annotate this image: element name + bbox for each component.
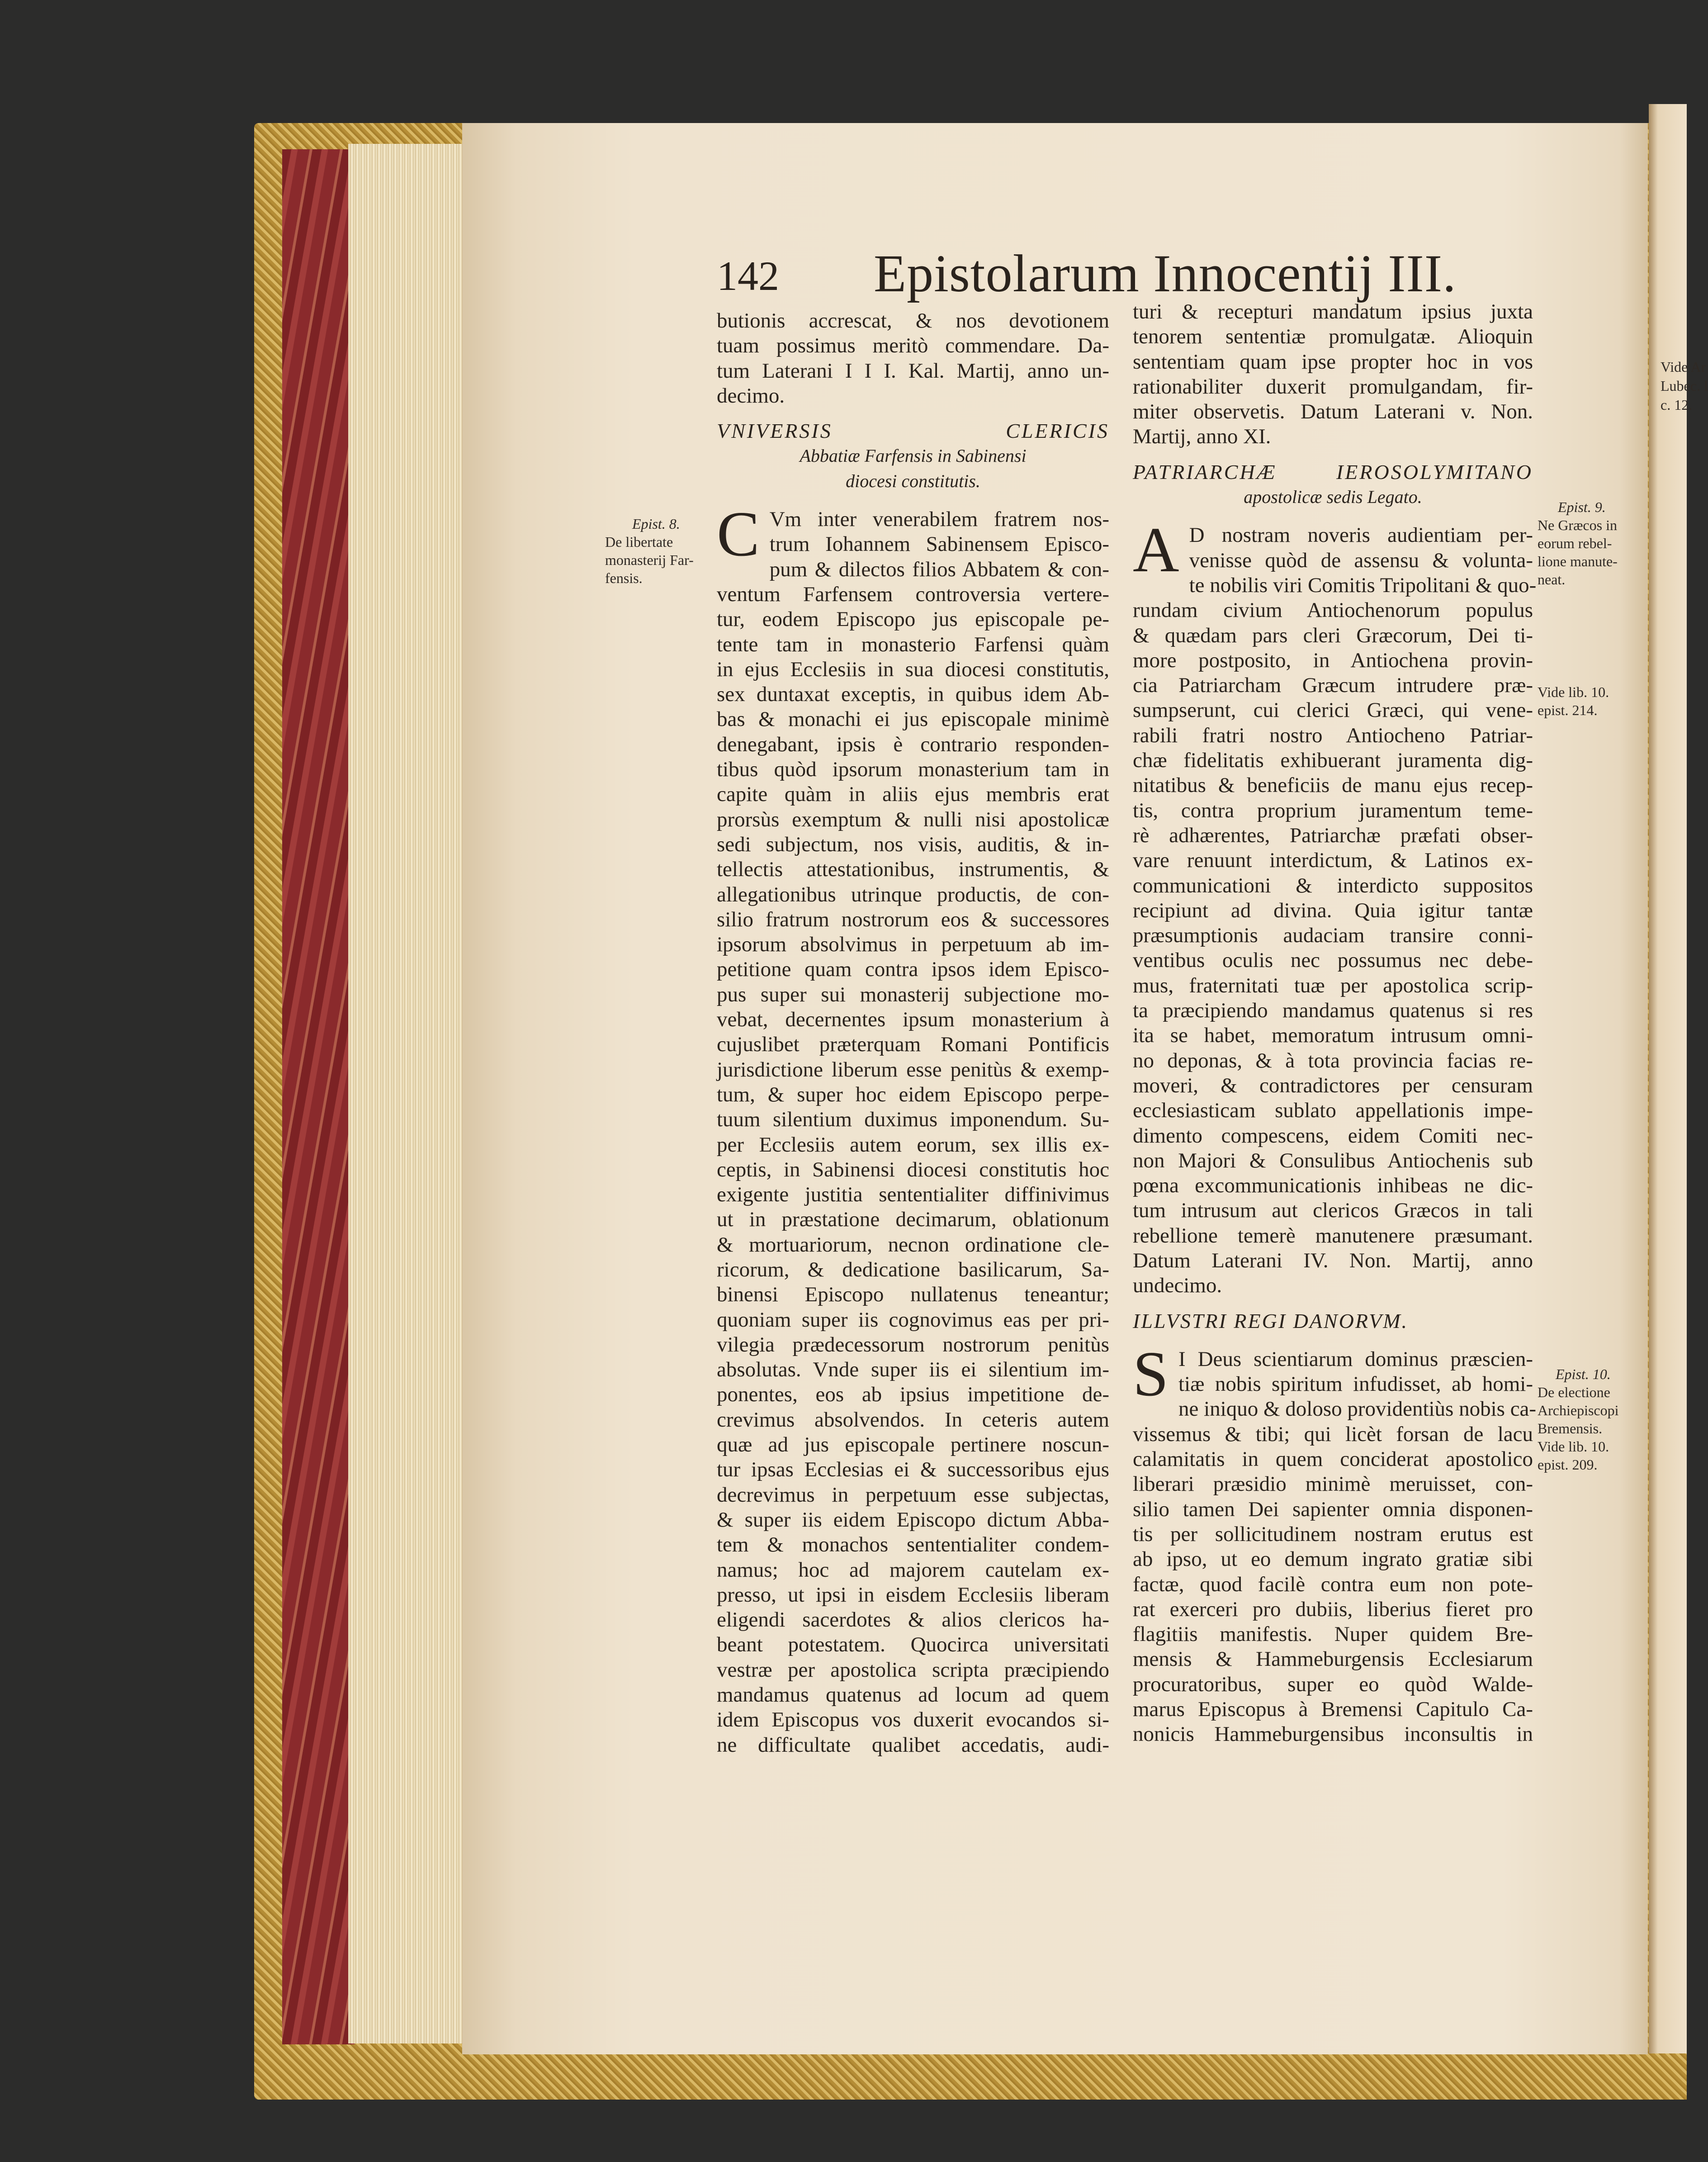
text-line: denegabant, ipsis è contrario responden- <box>717 732 1109 756</box>
running-title: Epistolarum Innocentij III. <box>874 244 1457 303</box>
text-line: Datum Laterani IV. Non. Martij, anno <box>1133 1248 1533 1272</box>
text-line: rundam civium Antiochenorum populus <box>1133 598 1533 622</box>
note-line: eorum rebel- <box>1538 535 1612 551</box>
letter-subheading: Abbatiæ Farfensis in Sabinensi <box>800 446 1027 466</box>
text-line: rat exerceri pro dubiis, liberius fieret pro <box>1133 1597 1533 1621</box>
text-line: tum intrusum aut clericos Græcos in tali <box>1133 1199 1533 1223</box>
note-line: Bremensis. <box>1538 1420 1603 1437</box>
text-line: rabili fratri nostro Antiocheno Patriar- <box>1133 723 1533 747</box>
note-line: lione manute- <box>1538 553 1618 569</box>
text-line: tellectis attestationibus, instrumentis, & <box>717 858 1109 882</box>
text-line: sumpserunt, cui clerici Græci, qui vene- <box>1133 698 1533 722</box>
fragment-line: Vide Ar <box>1661 359 1706 375</box>
text-line: calamitatis in quem conciderat apostolico <box>1133 1447 1533 1471</box>
text-line: per Ecclesiis autem eorum, sex illis ex- <box>717 1133 1109 1157</box>
text-line: tiæ nobis spiritum infudisset, ab homi- <box>1178 1372 1533 1396</box>
letter-heading: ILLVSTRI REGI DANORVM. <box>1133 1309 1409 1332</box>
text-line: ab ipso, ut eo demum ingrato gratiæ sibi <box>1133 1547 1533 1571</box>
text-line: ponentes, eos ab ipsius impetitione de- <box>717 1383 1109 1407</box>
text-line: tur ipsas Ecclesias ei & successoribus ejus <box>717 1458 1109 1482</box>
text-line: tis, contra proprium juramentum teme- <box>1133 798 1533 822</box>
text-line: tem & monachos sententialiter condem- <box>717 1533 1109 1557</box>
fragment-line: Lubec. l <box>1661 378 1708 394</box>
text-line: vissemus & tibi; qui licèt forsan de lacu <box>1133 1422 1533 1446</box>
text-line: prorsùs exemptum & nulli nisi apostolicæ <box>717 807 1109 831</box>
text-line: moveri, & contradictores per censuram <box>1133 1073 1533 1097</box>
text-line: tente tam in monasterio Farfensi quàm <box>717 632 1109 656</box>
text-line: ventibus oculis nec possumus nec debe- <box>1133 948 1533 972</box>
text-line: ta præcipiendo mandamus quatenus si res <box>1133 999 1533 1023</box>
text-line: ricorum, & dedicatione basilicarum, Sa- <box>717 1257 1109 1281</box>
margin-note-right-3 <box>1538 1365 1619 1474</box>
text-line: eligendi sacerdotes & alios clericos ha- <box>717 1608 1109 1632</box>
text-line: vilegia prædecessorum nostrorum penitùs <box>717 1332 1109 1356</box>
note-line: Ne Græcos in <box>1538 517 1617 533</box>
text-line: nonicis Hammeburgensibus inconsultis in <box>1133 1722 1533 1746</box>
text-line: petitione quam contra ipsos idem Episco- <box>717 958 1109 981</box>
letter-heading: VNIVERSIS CLERICIS <box>717 419 1109 443</box>
text-line: ne difficultate qualibet accedatis, audi- <box>717 1733 1109 1757</box>
text-line: capite quàm in aliis ejus membris erat <box>717 782 1109 806</box>
note-line: Archiepiscopi <box>1538 1402 1619 1418</box>
text-line: rè adhærentes, Patriarchæ præfati obser- <box>1133 823 1533 847</box>
facing-page-note-fragment <box>1661 357 1708 414</box>
text-line: non Majori & Consulibus Antiochenis sub <box>1133 1148 1533 1172</box>
text-line: Martij, anno XI. <box>1133 425 1271 449</box>
text-line: ceptis, in Sabinensi diocesi constitutis hoc <box>717 1157 1109 1181</box>
text-line: marus Episcopus à Bremensi Capitulo Ca- <box>1133 1697 1533 1721</box>
text-line: D nostram noveris audientiam per- <box>1189 523 1533 547</box>
text-line: pum & dilectos filios Abbatem & con- <box>769 557 1109 581</box>
text-line: mensis & Hammeburgensis Ecclesiarum <box>1133 1647 1533 1671</box>
text-line: turi & recepturi mandatum ipsius juxta <box>1133 300 1533 323</box>
drop-cap-initial: S <box>1133 1337 1169 1409</box>
text-line: undecimo. <box>1133 1274 1222 1298</box>
text-line: tenorem sententiæ promulgatæ. Alioquin <box>1133 325 1533 349</box>
text-line: decrevimus in perpetuum esse subjectas, <box>717 1483 1109 1507</box>
drop-cap-initial: A <box>1133 514 1179 586</box>
text-line: more postposito, in Antiochena provin- <box>1133 648 1533 672</box>
note-line: Epist. 8. <box>632 516 680 532</box>
note-line: epist. 209. <box>1538 1456 1598 1473</box>
text-line: silio tamen Dei sapienter omnia disponen- <box>1133 1497 1533 1521</box>
text-line: nitatibus & beneficiis de manu ejus recep- <box>1133 773 1533 797</box>
text-line: ita se habet, memoratum intrusum omni- <box>1133 1024 1533 1048</box>
text-line: presso, ut ipsi in eisdem Ecclesiis liberam <box>717 1583 1109 1607</box>
text-line: sententiam quam ipse propter hoc in vos <box>1133 350 1533 374</box>
text-line: trum Iohannem Sabinensem Episco- <box>769 532 1109 556</box>
text-line: & super iis eidem Episcopo dictum Abba- <box>717 1508 1109 1531</box>
text-line: cujuslibet præterquam Romani Pontificis <box>717 1033 1109 1057</box>
text-line: exigente justitia sententialiter diffinivimus <box>717 1183 1109 1207</box>
note-line: fensis. <box>605 570 643 586</box>
text-line: tuum silentium duximus imponendum. Su- <box>717 1108 1109 1132</box>
text-line: tuam possimus meritò commendare. Da- <box>717 334 1109 358</box>
text-line: factæ, quod facilè contra eum non pote- <box>1133 1572 1533 1596</box>
text-line: in ejus Ecclesiis in sua diocesi constitutis, <box>717 657 1109 681</box>
letter-subheading: diocesi constitutis. <box>846 470 980 491</box>
text-line: mandamus quatenus ad locum ad quem <box>717 1683 1109 1707</box>
text-line: liberari præsidio minimè meruisset, con- <box>1133 1472 1533 1496</box>
text-line: allegationibus utrinque productis, de con- <box>717 882 1109 906</box>
text-line: butionis accrescat, & nos devotionem <box>717 309 1109 332</box>
marbled-endpaper <box>282 149 355 2044</box>
drop-cap-initial: C <box>717 498 760 570</box>
letter-subheading: apostolicæ sedis Legato. <box>1244 487 1422 507</box>
text-line: procuratoribus, super eo quòd Walde- <box>1133 1672 1533 1696</box>
text-line: crevimus absolvendos. In ceteris autem <box>717 1408 1109 1432</box>
text-line: dimento compescens, eidem Comiti nec- <box>1133 1124 1533 1147</box>
text-line: tum, & super hoc eidem Episcopo perpe- <box>717 1082 1109 1106</box>
text-line: & mortuariorum, necnon ordinatione cle- <box>717 1233 1109 1256</box>
text-line: venisse quòd de assensu & volunta- <box>1189 548 1533 572</box>
text-line: te nobilis viri Comitis Tripolitani & quo- <box>1189 573 1537 597</box>
margin-note-left <box>605 515 694 587</box>
text-line: pus super sui monasterij subjectione mo- <box>717 982 1109 1006</box>
text-line: chæ fidelitatis exhibuerant juramenta dig- <box>1133 749 1533 773</box>
text-line: quæ ad jus episcopale pertinere noscun- <box>717 1433 1109 1457</box>
text-line: tur, eodem Episcopo jus episcopale pe- <box>717 607 1109 631</box>
fragment-line: c. 12. <box>1661 397 1693 413</box>
note-line: Epist. 10. <box>1556 1366 1611 1382</box>
note-line: Epist. 9. <box>1558 499 1606 515</box>
text-line: ne iniquo & doloso providentiùs nobis ca- <box>1178 1397 1537 1421</box>
left-text-column <box>717 308 1109 1758</box>
text-line: tibus quòd ipsorum monasterium tam in <box>717 758 1109 782</box>
text-line: cia Patriarcham Græcum intrudere præ- <box>1133 673 1533 697</box>
text-line: tum Laterani I I I. Kal. Martij, anno un- <box>717 359 1109 383</box>
text-line: vebat, decernentes ipsum monasterium à <box>717 1008 1109 1032</box>
margin-note-right-1 <box>1538 498 1618 588</box>
text-line: sedi subjectum, nos visis, auditis, & in- <box>717 832 1109 856</box>
text-line: sex duntaxat exceptis, in quibus idem Ab- <box>717 683 1109 706</box>
text-line: bas & monachi ei jus episcopale minimè <box>717 707 1109 731</box>
text-block <box>717 308 1109 408</box>
text-line: mus, fraternitati tuæ per apostolica scrip- <box>1133 973 1533 997</box>
note-line: Vide lib. 10. <box>1538 684 1609 700</box>
text-block <box>1133 299 1533 450</box>
text-line: binensi Episcopo nullatenus teneantur; <box>717 1283 1109 1307</box>
right-text-column <box>1133 299 1537 1747</box>
letter-body <box>717 498 1109 1758</box>
text-line: ut in præstatione decimarum, oblationum <box>717 1208 1109 1232</box>
text-line: tis per sollicitudinem nostram erutus est <box>1133 1522 1533 1546</box>
page-stack-edge <box>348 144 466 2043</box>
text-line: namus; hoc ad majorem cautelam ex- <box>717 1558 1109 1582</box>
note-line: monasterij Far- <box>605 552 694 568</box>
text-line: no deponas, & à tota provincia facias re- <box>1133 1048 1533 1072</box>
text-line: flagitiis manifestis. Nuper quidem Bre- <box>1133 1622 1533 1646</box>
text-line: quoniam super iis cognovimus eas per pri- <box>717 1308 1109 1332</box>
text-line: & quædam pars cleri Græcorum, Dei ti- <box>1133 623 1533 647</box>
text-line: Vm inter venerabilem fratrem nos- <box>769 507 1109 531</box>
text-line: jurisdictione liberum esse penitùs & exemp- <box>717 1057 1109 1081</box>
letter-body <box>1133 514 1537 1298</box>
text-line: idem Episcopus vos duxerit evocandos si- <box>717 1708 1109 1732</box>
margin-note-right-2 <box>1538 683 1609 719</box>
text-line: beant potestatem. Quocirca universitati <box>717 1633 1109 1657</box>
text-line: absolutas. Vnde super iis ei silentium im- <box>717 1358 1109 1382</box>
text-line: pœna excommunicationis inhibeas ne dic- <box>1133 1174 1533 1198</box>
text-line: I Deus scientiarum dominus præscien- <box>1178 1347 1533 1371</box>
text-line: recipiunt ad divina. Quia igitur tantæ <box>1133 898 1533 922</box>
letter-body <box>1133 1337 1537 1747</box>
note-line: Vide lib. 10. <box>1538 1438 1609 1455</box>
page-number: 142 <box>717 253 779 299</box>
text-line: ventum Farfensem controversia vertere- <box>717 582 1109 606</box>
text-line: rationabiliter duxerit promulgandam, fir- <box>1133 375 1533 398</box>
text-line: vestræ per apostolica scripta præcipiendo <box>717 1658 1109 1682</box>
text-line: decimo. <box>717 384 785 408</box>
text-line: ipsorum absolvimus in perpetuum ab im- <box>717 933 1109 957</box>
note-line: epist. 214. <box>1538 702 1598 718</box>
text-line: miter observetis. Datum Laterani v. Non. <box>1133 400 1533 424</box>
text-line: ecclesiasticam sublato appellationis impe- <box>1133 1099 1533 1123</box>
note-line: neat. <box>1538 571 1566 588</box>
note-line: De electione <box>1538 1384 1610 1400</box>
text-line: communicationi & interdicto suppositos <box>1133 873 1533 897</box>
text-line: præsumptionis audaciam transire conni- <box>1133 924 1533 948</box>
text-line: vare renuunt interdictum, & Latinos ex- <box>1133 849 1533 872</box>
text-line: rebellione temerè manutenere præsumant. <box>1133 1223 1533 1247</box>
note-line: De libertate <box>605 534 673 550</box>
letter-heading: PATRIARCHÆ IEROSOLYMITANO <box>1133 460 1533 484</box>
text-line: silio fratrum nostrorum eos & successores <box>717 907 1109 931</box>
